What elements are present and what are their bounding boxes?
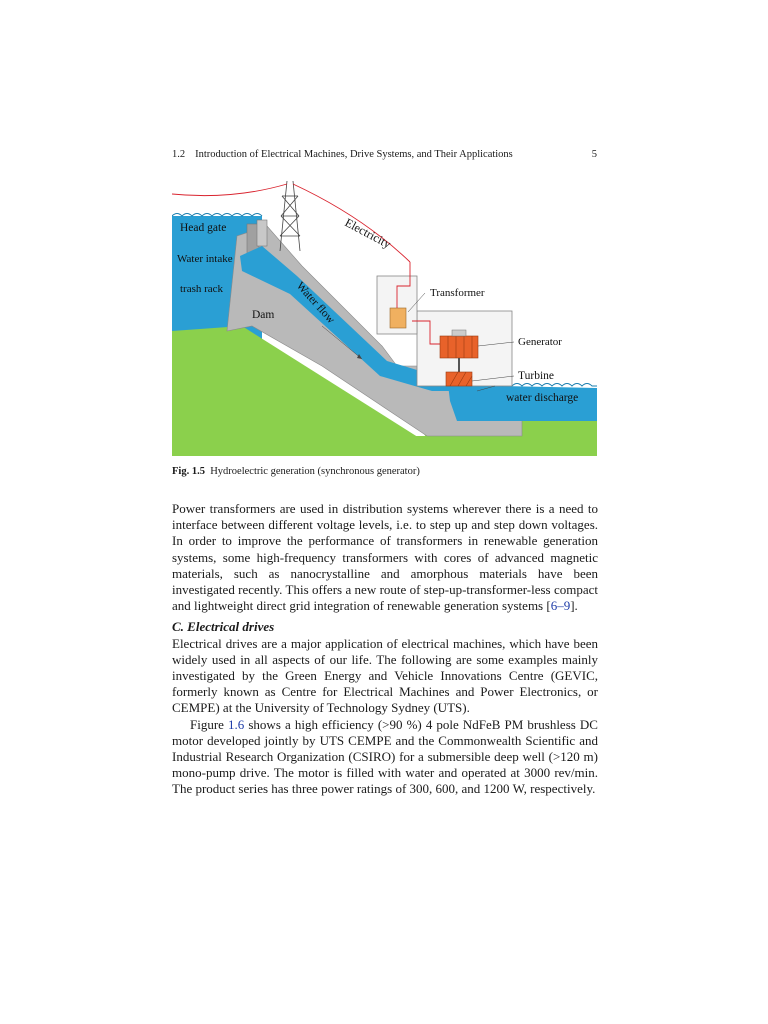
section-heading: C. Electrical drives (172, 619, 275, 635)
label-water-discharge: water discharge (506, 392, 579, 404)
figure-caption (172, 466, 597, 477)
transformer-box (390, 308, 406, 328)
section-number: 1.2 (172, 149, 186, 160)
turbine (446, 372, 472, 386)
section-title: Introduction of Electrical Machines, Drive Systems, and Their Applications (195, 149, 513, 160)
label-turbine: Turbine (518, 370, 554, 382)
page-number: 5 (591, 149, 597, 160)
label-generator: Generator (518, 336, 562, 348)
hydroelectric-figure (172, 176, 597, 456)
ground-bottom (172, 436, 597, 456)
label-water-intake: Water intake (177, 253, 233, 265)
label-head-gate: Head gate (180, 222, 227, 234)
paragraph-electrical-drives: Electrical drives are a major application of electrical machines, which have been widely used in all aspects of our life. The following are some examples mainly investigated by the Green Energy and Vehicle Innovations Centre (GEVIC, formerly known as Centre for Electrical Machines and Power Electronics, or CEMPE) at the University of Technology Sydney (UTS). (172, 635, 598, 716)
label-dam: Dam (252, 309, 275, 321)
running-head (172, 149, 597, 160)
body-text (172, 501, 598, 798)
paragraph-1-text: Power transformers are used in distribution systems wherever there is a need to interface between different voltage levels, i.e. to step up and step down voltages. In order to improve the performance of transformers in renewable generation systems, some high-frequency transformers with cores of advanced magnetic materials, such as nanocrystalline and amorphous materials have been investigated recently. This offers a new route of step-up-transformer-less compact and lightweight direct grid integration of renewable generation systems [ (172, 501, 598, 614)
caption-text: Hydroelectric generation (synchronous generator) (210, 466, 420, 477)
reservoir-waves (172, 214, 262, 217)
label-electricity: Electricity (342, 215, 394, 252)
transmission-tower (280, 181, 300, 251)
figure-link-1-6[interactable]: 1.6 (228, 716, 245, 732)
paragraph-transformers (172, 501, 598, 614)
caption-label: Fig. 1.5 (172, 466, 205, 477)
head-gate-cap (257, 220, 267, 246)
label-transformer: Transformer (430, 287, 485, 299)
label-water-flow: Water flow (293, 279, 337, 327)
river-waves (502, 384, 597, 387)
paragraph-3-start: Figure (190, 716, 229, 732)
paragraph-1-end: ]. (570, 598, 578, 614)
hydroelectric-diagram (172, 176, 597, 456)
paragraph-3-text: shows a high efficiency (>90 %) 4 pole NdFeB PM brushless DC motor developed jointly by UTS CEMPE and the Commonwealth Scientific and Industrial Research Organization (CSIRO) for a submersible deep well (>120 m) mono-pump drive. The motor is filled with water and operated at 3000 rev/min. The product series has three power ratings of 300, 600, and 1200 W, respectively. (172, 716, 598, 797)
reference-link-6-9[interactable]: 6–9 (550, 598, 571, 614)
label-trash-rack: trash rack (180, 283, 224, 295)
power-line-left (172, 184, 287, 196)
running-head-title (172, 149, 513, 160)
paragraph-figure-1-6 (172, 717, 598, 798)
